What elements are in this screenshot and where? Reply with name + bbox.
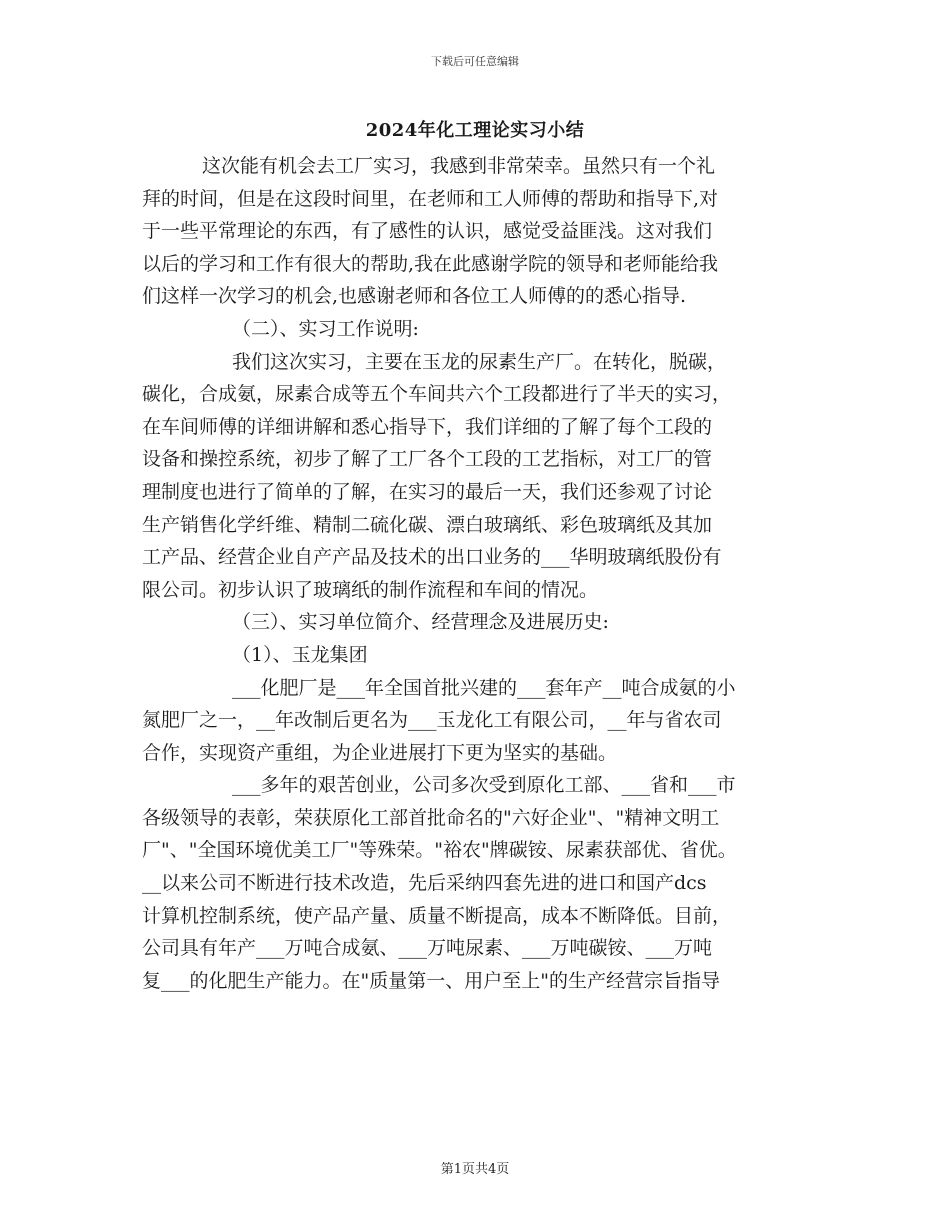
text-line: 厂"、"全国环境优美工厂"等殊荣。"裕农"牌碳铵、尿素获部优、省优。 xyxy=(142,839,737,862)
text-line: 合作，实现资产重组，为企业进展打下更为坚实的基础。 xyxy=(142,741,618,764)
page-footer: 第1页共4页 xyxy=(440,1162,510,1177)
text-line: __以来公司不断进行技术改造，先后采纳四套先进的进口和国产dcs xyxy=(142,872,707,895)
text-line: 计算机控制系统，使产品产量、质量不断提高，成本不断降低。目前， xyxy=(142,904,732,927)
document-title: 2024年化工理论实习小结 xyxy=(365,120,585,141)
text-line: （二）、实习工作说明: xyxy=(232,317,419,340)
text-line: 工产品、经营企业自产产品及技术的出口业务的___华明玻璃纸股份有 xyxy=(142,546,722,569)
document-body xyxy=(142,150,810,997)
text-line: 公司具有年产___万吨合成氨、___万吨尿素、___万吨碳铵、___万吨 xyxy=(142,937,713,960)
text-line: 各级领导的表彰，荣获原化工部首批命名的"六好企业"、"精神文明工 xyxy=(142,806,720,829)
text-line: 设备和操控系统，初步了解了工厂各个工段的工艺指标，对工厂的管 xyxy=(142,448,713,471)
text-line: 复___的化肥生产能力。在"质量第一、用户至上"的生产经营宗旨指导 xyxy=(142,969,720,992)
text-line: 在车间师傅的详细讲解和悉心指导下，我们详细的了解了每个工段的 xyxy=(142,415,713,438)
text-line: 我们这次实习，主要在玉龙的尿素生产厂。在转化，脱碳， xyxy=(232,350,727,373)
text-line: 以后的学习和工作有很大的帮助,我在此感谢学院的领导和老师能给我 xyxy=(142,252,719,275)
text-line: 于一些平常理论的东西，有了感性的认识，感觉受益匪浅。这对我们 xyxy=(142,220,713,243)
text-line: （三）、实习单位简介、经营理念及进展历史: xyxy=(232,611,609,634)
text-line: 理制度也进行了简单的了解，在实习的最后一天，我们还参观了讨论 xyxy=(142,480,713,503)
text-line: 拜的时间，但是在这段时间里，在老师和工人师傅的帮助和指导下,对 xyxy=(142,187,719,210)
text-line: 们这样一次学习的机会,也感谢老师和各位工人师傅的的悉心指导. xyxy=(142,285,687,308)
text-line: （1）、玉龙集团 xyxy=(232,643,368,666)
text-line: ___多年的艰苦创业，公司多次受到原化工部、___省和___市 xyxy=(232,774,736,797)
text-line: 限公司。初步认识了玻璃纸的制作流程和车间的情况。 xyxy=(142,578,599,601)
text-line: 这次能有机会去工厂实习，我感到非常荣幸。虽然只有一个礼 xyxy=(202,155,716,177)
text-line: ___化肥厂是___年全国首批兴建的___套年产__吨合成氨的小 xyxy=(232,676,736,699)
text-line: 碳化，合成氨，尿素合成等五个车间共六个工段都进行了半天的实习， xyxy=(142,383,732,406)
text-line: 生产销售化学纤维、精制二硫化碳、漂白玻璃纸、彩色玻璃纸及其加 xyxy=(142,513,713,536)
text-line: 氮肥厂之一，__年改制后更名为___玉龙化工有限公司，__年与省农司 xyxy=(142,709,722,732)
page-header: 下载后可任意编辑 xyxy=(431,55,519,68)
